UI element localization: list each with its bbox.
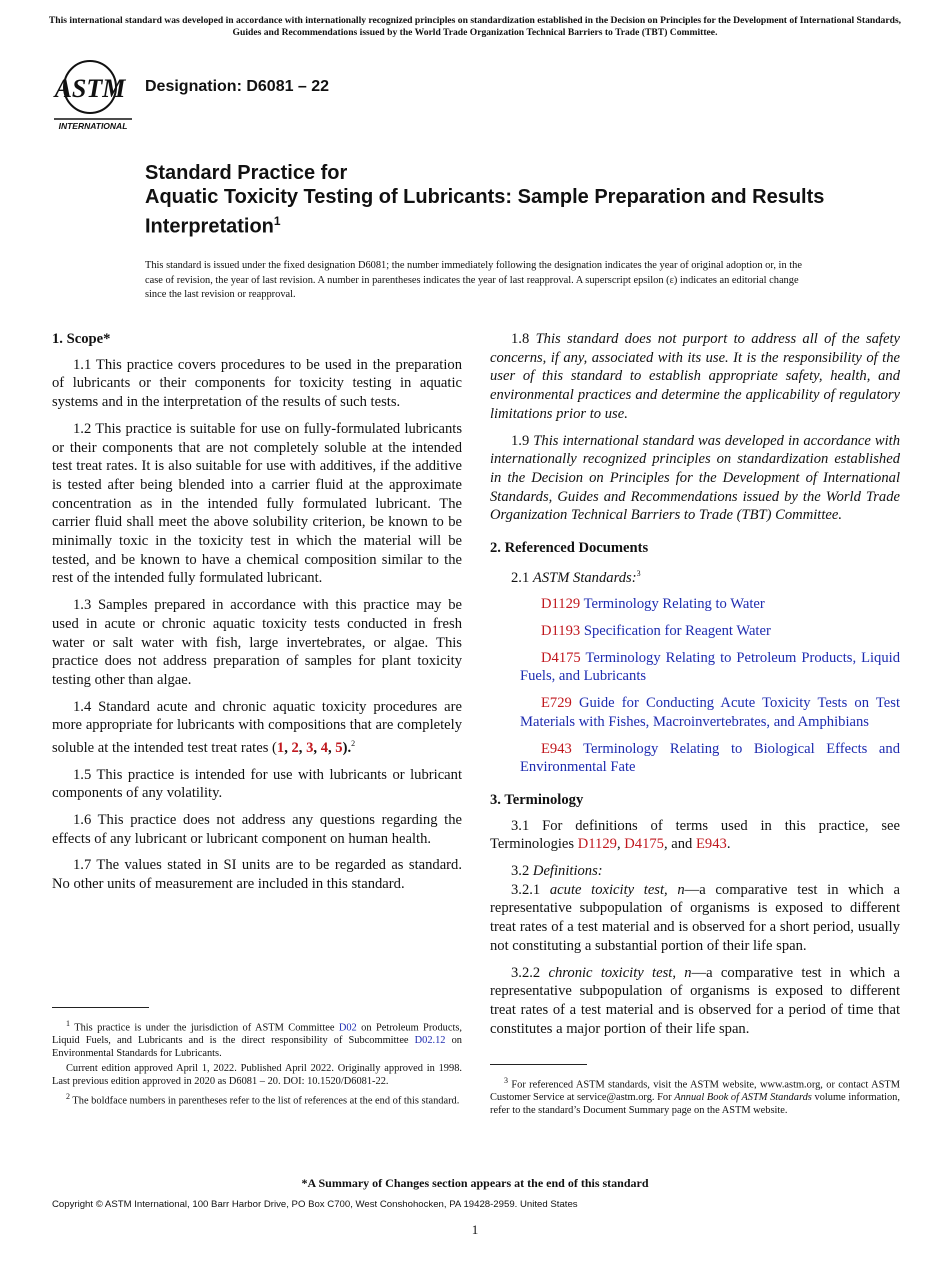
para-3-2-2-num: 3.2.2 bbox=[511, 964, 541, 981]
term-chronic: chronic toxicity test, n bbox=[548, 964, 692, 981]
fn3-book-title: Annual Book of ASTM Standards bbox=[674, 1092, 812, 1104]
period: . bbox=[726, 836, 731, 853]
ref-link-1[interactable]: 1 bbox=[276, 739, 285, 756]
footnote-edition: Current edition approved April 1, 2022. Published April 2022. Originally approved in 1998. Last previous edition approved in 2020 as D6081 – 20. DOI: 10.1520/D6081-22. bbox=[52, 1063, 462, 1088]
para-1-4: 1.4 Standard acute and chronic aquatic toxicity procedures are more appropriate for lubricants with compositions that are completely soluble at the intended test treat rates (1, 2, 3, 4, 5).$^2$ bbox=[52, 698, 462, 756]
ref-link-2[interactable]: 2 bbox=[291, 739, 299, 756]
ref-code-link[interactable]: E729 bbox=[541, 695, 572, 712]
para-1-6: 1.6 This practice does not address any questions regarding the effects of any lubricant or lubricant component on human health. bbox=[52, 812, 462, 847]
ref-code-link[interactable]: E943 bbox=[541, 740, 572, 757]
svg-text:ASTM: ASTM bbox=[54, 74, 126, 103]
footnote-2 bbox=[52, 1090, 462, 1107]
title-line-2 bbox=[145, 185, 845, 239]
para-1-9-num: 1.9 bbox=[511, 432, 530, 449]
fn1-mark: 1 bbox=[66, 1019, 70, 1028]
footnote-1 bbox=[52, 1017, 462, 1060]
link-d1129[interactable]: D1129 bbox=[577, 836, 617, 853]
para-3-2-2 bbox=[490, 964, 900, 1039]
ref-title-link[interactable]: Terminology Relating to Water bbox=[583, 596, 765, 613]
para-1-9-text: This international standard was developed in accordance with internationally recognized principles on standardization established in the Decision on Principles for the Development of International Standards, Guides and Recommendations issued by the World Trade Organization Technical Barriers to Trade (TBT) Committee. bbox=[490, 432, 901, 524]
astm-logo bbox=[52, 57, 134, 131]
para-3-2-1-text: —a comparative test in which a representative subpopulation of organisms is exposed to different treat rates of a test material and is observed for a short period, usually not constituting a substantial portion of their life span. bbox=[490, 881, 900, 954]
subcommittee-link[interactable]: D02.12 bbox=[414, 1035, 446, 1047]
footnote-2-mark: 2 bbox=[351, 739, 356, 749]
ref-item bbox=[490, 694, 900, 731]
fn3-mark: 3 bbox=[504, 1076, 508, 1085]
page-title bbox=[145, 161, 845, 239]
link-e943[interactable]: E943 bbox=[696, 836, 727, 853]
para-3-2-text: Definitions: bbox=[532, 863, 603, 880]
footnote-3 bbox=[490, 1074, 900, 1117]
ref-code-link[interactable]: D1193 bbox=[541, 623, 581, 639]
para-1-3: 1.3 Samples prepared in accordance with this practice may be used in acute or chronic aquatic toxicity tests conducted in fresh water or salt water with fish, large invertebrates, or algae. This practice does not address preparation of samples for plant toxicity testing other than algae. bbox=[52, 597, 462, 688]
para-3-1 bbox=[490, 817, 900, 854]
para-3-2-num: 3.2 bbox=[511, 863, 530, 880]
term-acute: acute toxicity test, n bbox=[549, 881, 685, 898]
refs-intro-num: 2.1 bbox=[511, 569, 530, 586]
para-3-1-text: 3.1 For definitions of terms used in this practice, see Terminologies bbox=[490, 817, 900, 853]
footnote-rule-left bbox=[52, 1007, 149, 1008]
para-1-5: 1.5 This practice is intended for use with lubricants or lubricant components of any volatility. bbox=[52, 766, 462, 802]
ref-link-5[interactable]: 5 bbox=[335, 739, 343, 756]
title-footnote-mark: 1 bbox=[273, 214, 281, 228]
footnote-3-mark: 3 bbox=[636, 568, 641, 578]
title-main: Aquatic Toxicity Testing of Lubricants: Sample Preparation and Results Interpretation bbox=[145, 186, 825, 238]
title-line-1: Standard Practice for bbox=[145, 162, 348, 184]
ref-item bbox=[490, 649, 900, 686]
committee-link[interactable]: D02 bbox=[338, 1022, 357, 1034]
fn3-text-b: volume information, refer to the standard’s Document Summary page on the ASTM website. bbox=[490, 1092, 900, 1117]
copyright-line: Copyright © ASTM International, 100 Barr Harbor Drive, PO Box C700, West Conshohocken, PA 19428-2959. United States bbox=[52, 1199, 578, 1210]
sep: , bbox=[616, 836, 625, 853]
para-3-2 bbox=[490, 862, 900, 881]
para-1-8-text: This standard does not purport to address all of the safety concerns, if any, associated with its use. It is the responsibility of the user of this standard to establish appropriate safety, health, and environmental practices and determine the applicability of regulatory limitations prior to use. bbox=[490, 331, 900, 422]
left-column bbox=[52, 330, 462, 902]
summary-of-changes-note: *A Summary of Changes section appears at the end of this standard bbox=[301, 1176, 649, 1190]
refs-intro-label: ASTM Standards: bbox=[532, 569, 637, 586]
para-3-2-2-text: —a comparative test in which a representative subpopulation of organisms is exposed to different treat rates of a test material and is observed for a period of time that constitutes a major portion of their life span. bbox=[490, 964, 900, 1037]
svg-text:INTERNATIONAL: INTERNATIONAL bbox=[58, 121, 128, 131]
fn2-text: The boldface numbers in parentheses refer to the list of references at the end of this standard. bbox=[72, 1095, 460, 1107]
sep: , and bbox=[663, 836, 696, 853]
designation: Designation: D6081 – 22 bbox=[145, 78, 330, 95]
fn1-text-a: This practice is under the jurisdiction of ASTM Committee bbox=[74, 1022, 339, 1034]
ref-code-link[interactable]: D4175 bbox=[541, 649, 581, 666]
ref-title-link[interactable]: Specification for Reagent Water bbox=[583, 623, 771, 639]
ref-item bbox=[490, 740, 900, 777]
ref-item bbox=[490, 595, 900, 614]
terminology-heading: 3. Terminology bbox=[490, 791, 584, 808]
ref-title-link[interactable]: Terminology Relating to Petroleum Products, Liquid Fuels, and Lubricants bbox=[520, 649, 901, 685]
ref-item bbox=[490, 622, 900, 641]
wto-banner: This international standard was developed in accordance with internationally recognized principles on standardization established in the Decision on Principles for the Development of International Standards, Guides and Recommendations issued by the World Trade Organization Technical Barriers to Trade (TBT) Committee. bbox=[48, 15, 902, 38]
para-3-2-1 bbox=[490, 881, 900, 956]
astm-standards-intro bbox=[490, 565, 900, 588]
scope-heading: 1. Scope* bbox=[52, 331, 111, 347]
footnotes-right bbox=[490, 1074, 900, 1119]
referenced-documents-heading: 2. Referenced Documents bbox=[490, 540, 649, 557]
fn2-mark: 2 bbox=[66, 1092, 70, 1102]
ref-title-link[interactable]: Guide for Conducting Acute Toxicity Tests on Test Materials with Fishes, Macroinvertebrates, and Amphibians bbox=[520, 695, 900, 730]
right-column bbox=[490, 330, 900, 1046]
para-1-8 bbox=[490, 330, 900, 424]
fn3-text-a: For referenced ASTM standards, visit the ASTM website, www.astm.org, or contact ASTM Customer Service at service@astm.org. For bbox=[490, 1079, 900, 1104]
fn1-text-b: on Petroleum Products, Liquid Fuels, and Lubricants and is the direct responsibility of Subcommittee bbox=[52, 1022, 463, 1047]
page-number: 1 bbox=[471, 1222, 479, 1237]
ref-link-4[interactable]: 4 bbox=[320, 739, 328, 756]
ref-link-3[interactable]: 3 bbox=[306, 739, 314, 756]
para-1-4-close: ). bbox=[342, 739, 352, 756]
fn1-text-c: on Environmental Standards for Lubricants. bbox=[52, 1035, 462, 1060]
para-1-9 bbox=[490, 432, 900, 526]
ref-title-link[interactable]: Terminology Relating to Biological Effects and Environmental Fate bbox=[520, 740, 900, 776]
para-1-7: 1.7 The values stated in SI units are to be regarded as standard. No other units of measurement are included in this standard. bbox=[52, 857, 462, 893]
issued-note: This standard is issued under the fixed designation D6081; the number immediately following the designation indicates the year of original adoption or, in the case of revision, the year of last revision. A number in parentheses indicates the year of last reapproval. A superscript epsilon (ε) indicates an editorial change since the last revision or reapproval. bbox=[145, 260, 802, 300]
para-1-2: 1.2 This practice is suitable for use on fully-formulated lubricants or their components that are not completely soluble at the intended test treat rates. It is also suitable for use with additives, if the additive is tested after being blended into a carrier fluid at the approximate concentration as in the intended fully formulated lubricant. The carrier fluid shall meet the above solubility criterion, be known to be minimally toxic in the toxicity test in which the material will be tested, and be known to have a chemical composition similar to the rest of the intended fully formulated lubricant. bbox=[52, 420, 462, 587]
link-d4175[interactable]: D4175 bbox=[624, 836, 664, 853]
para-3-2-1-num: 3.2.1 bbox=[511, 881, 541, 898]
para-1-4-text: 1.4 Standard acute and chronic aquatic toxicity procedures are more appropriate for lubricants with compositions that are completely soluble at the intended test treat rates ( bbox=[52, 698, 462, 756]
ref-code-link[interactable]: D1129 bbox=[541, 596, 581, 613]
para-1-8-num: 1.8 bbox=[511, 331, 530, 347]
footnotes-left bbox=[52, 1017, 462, 1110]
footnote-rule-right bbox=[490, 1064, 587, 1065]
para-1-1: 1.1 This practice covers procedures to be used in the preparation of lubricants or their components for toxicity testing in aquatic systems and in the interpretation of the results of such tests. bbox=[52, 356, 462, 411]
